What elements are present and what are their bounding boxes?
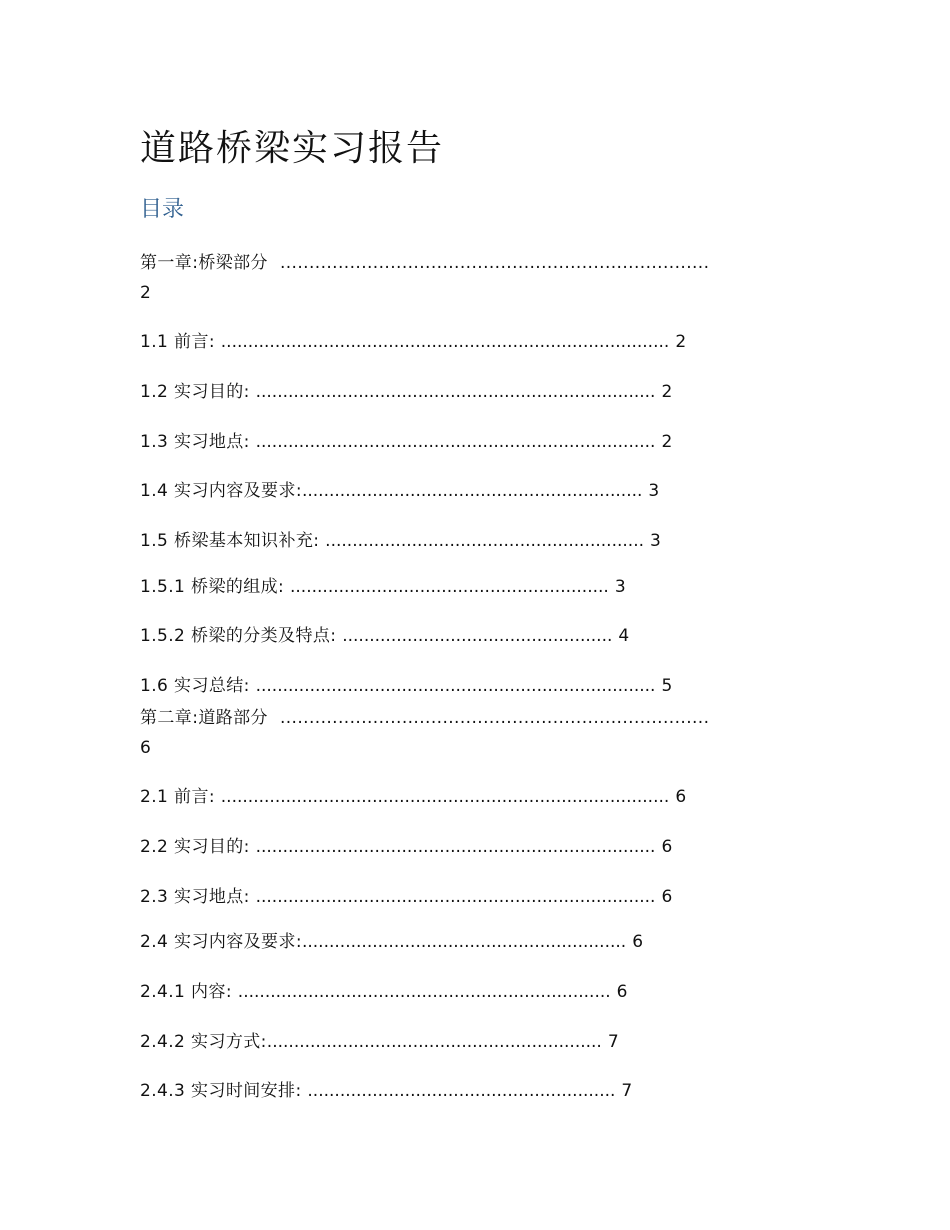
- toc-entry-label: 2.4.2 实习方式:: [140, 1032, 267, 1052]
- toc-entry-1-6[interactable]: [140, 672, 673, 700]
- toc-entry-1-5-1[interactable]: [140, 573, 626, 601]
- toc-entry-2-1[interactable]: [140, 783, 687, 811]
- toc-entry-chapter-1[interactable]: [140, 249, 709, 307]
- toc-entry-label: 1.5.1 桥梁的组成:: [140, 577, 290, 597]
- toc-entry-label: 2.4 实习内容及要求:: [140, 932, 302, 952]
- toc-entry-1-4[interactable]: [140, 477, 660, 505]
- toc-entry-label: 2.3 实习地点:: [140, 887, 256, 907]
- toc-entry-label: 1.2 实习目的:: [140, 382, 256, 402]
- toc-entry-page: 6: [661, 887, 673, 907]
- toc-leader-dots: ..........................................................................: [279, 253, 710, 273]
- toc-entry-page: 6: [616, 982, 628, 1002]
- toc-entry-page: 6: [632, 932, 644, 952]
- toc-leader-dots: .........................................................: [307, 1081, 616, 1101]
- toc-entry-label: 第二章:道路部分: [140, 708, 268, 728]
- toc-leader-dots: ...................................................................................: [220, 787, 670, 807]
- toc-entry-page: 5: [661, 676, 673, 696]
- toc-entry-label: 2.1 前言:: [140, 787, 221, 807]
- toc-entry-page: 3: [614, 577, 627, 597]
- toc-entry-page: 2: [661, 432, 673, 452]
- toc-leader-dots: ..........................................................................: [255, 837, 656, 857]
- toc-entry-2-4-3[interactable]: [140, 1077, 633, 1105]
- toc-entry-page: 7: [607, 1032, 620, 1052]
- toc-entry-page: 3: [650, 531, 662, 551]
- toc-entry-page: 6: [675, 787, 687, 807]
- toc-entry-1-5-2[interactable]: [140, 622, 630, 650]
- toc-entry-1-5[interactable]: [140, 527, 661, 555]
- page-title: 道路桥梁实习报告: [140, 128, 445, 169]
- toc-entry-page: 2: [140, 283, 152, 303]
- toc-entry-label: 1.3 实习地点:: [140, 432, 256, 452]
- toc-leader-dots: ...................................................................................: [220, 332, 670, 352]
- toc-entry-label: 2.4.3 实习时间安排:: [140, 1081, 308, 1101]
- toc-entry-2-4[interactable]: [140, 928, 643, 956]
- toc-leader-dots: ..........................................................................: [255, 887, 656, 907]
- toc-leader-dots: ..........................................................................: [255, 382, 656, 402]
- toc-leader-dots: ...........................................................: [325, 531, 644, 551]
- toc-entry-label: 2.4.1 内容:: [140, 982, 238, 1002]
- toc-leader-dots: ..............................................................: [266, 1032, 602, 1052]
- toc-entry-2-2[interactable]: [140, 833, 673, 861]
- toc-entry-page: 2: [675, 332, 687, 352]
- toc-leader-dots: ...........................................................: [290, 577, 609, 597]
- toc-entry-label: 1.5.2 桥梁的分类及特点:: [140, 626, 343, 646]
- toc-entry-label: 1.4 实习内容及要求:: [140, 481, 302, 501]
- toc-entry-page: 7: [621, 1081, 633, 1101]
- toc-entry-chapter-2[interactable]: [140, 704, 709, 762]
- toc-entry-label: 1.5 桥梁基本知识补充:: [140, 531, 326, 551]
- toc-entry-1-3[interactable]: [140, 428, 673, 456]
- toc-entry-label: 1.6 实习总结:: [140, 676, 256, 696]
- toc-entry-1-1[interactable]: [140, 328, 687, 356]
- toc-leader-dots: ............................................................: [301, 932, 627, 952]
- toc-leader-dots: .....................................................................: [237, 982, 611, 1002]
- toc-entry-page: 4: [618, 626, 630, 646]
- toc-entry-1-2[interactable]: [140, 378, 673, 406]
- toc-leader-dots: ...............................................................: [301, 481, 643, 501]
- toc-entry-page: 2: [661, 382, 673, 402]
- toc-leader-dots: ..................................................: [342, 626, 613, 646]
- toc-leader-dots: ..........................................................................: [255, 432, 656, 452]
- toc-entry-page: 6: [661, 837, 673, 857]
- toc-leader-dots: ..........................................................................: [279, 708, 710, 728]
- toc-heading: 目录: [140, 197, 185, 222]
- toc-entry-label: 2.2 实习目的:: [140, 837, 256, 857]
- toc-entry-page: 6: [140, 738, 152, 758]
- toc-entry-label: 第一章:桥梁部分: [140, 253, 268, 273]
- toc-entry-label: 1.1 前言:: [140, 332, 221, 352]
- toc-leader-dots: ..........................................................................: [255, 676, 656, 696]
- toc-entry-2-4-2[interactable]: [140, 1028, 619, 1056]
- toc-entry-page: 3: [648, 481, 660, 501]
- toc-entry-2-3[interactable]: [140, 883, 673, 911]
- toc-entry-2-4-1[interactable]: [140, 978, 628, 1006]
